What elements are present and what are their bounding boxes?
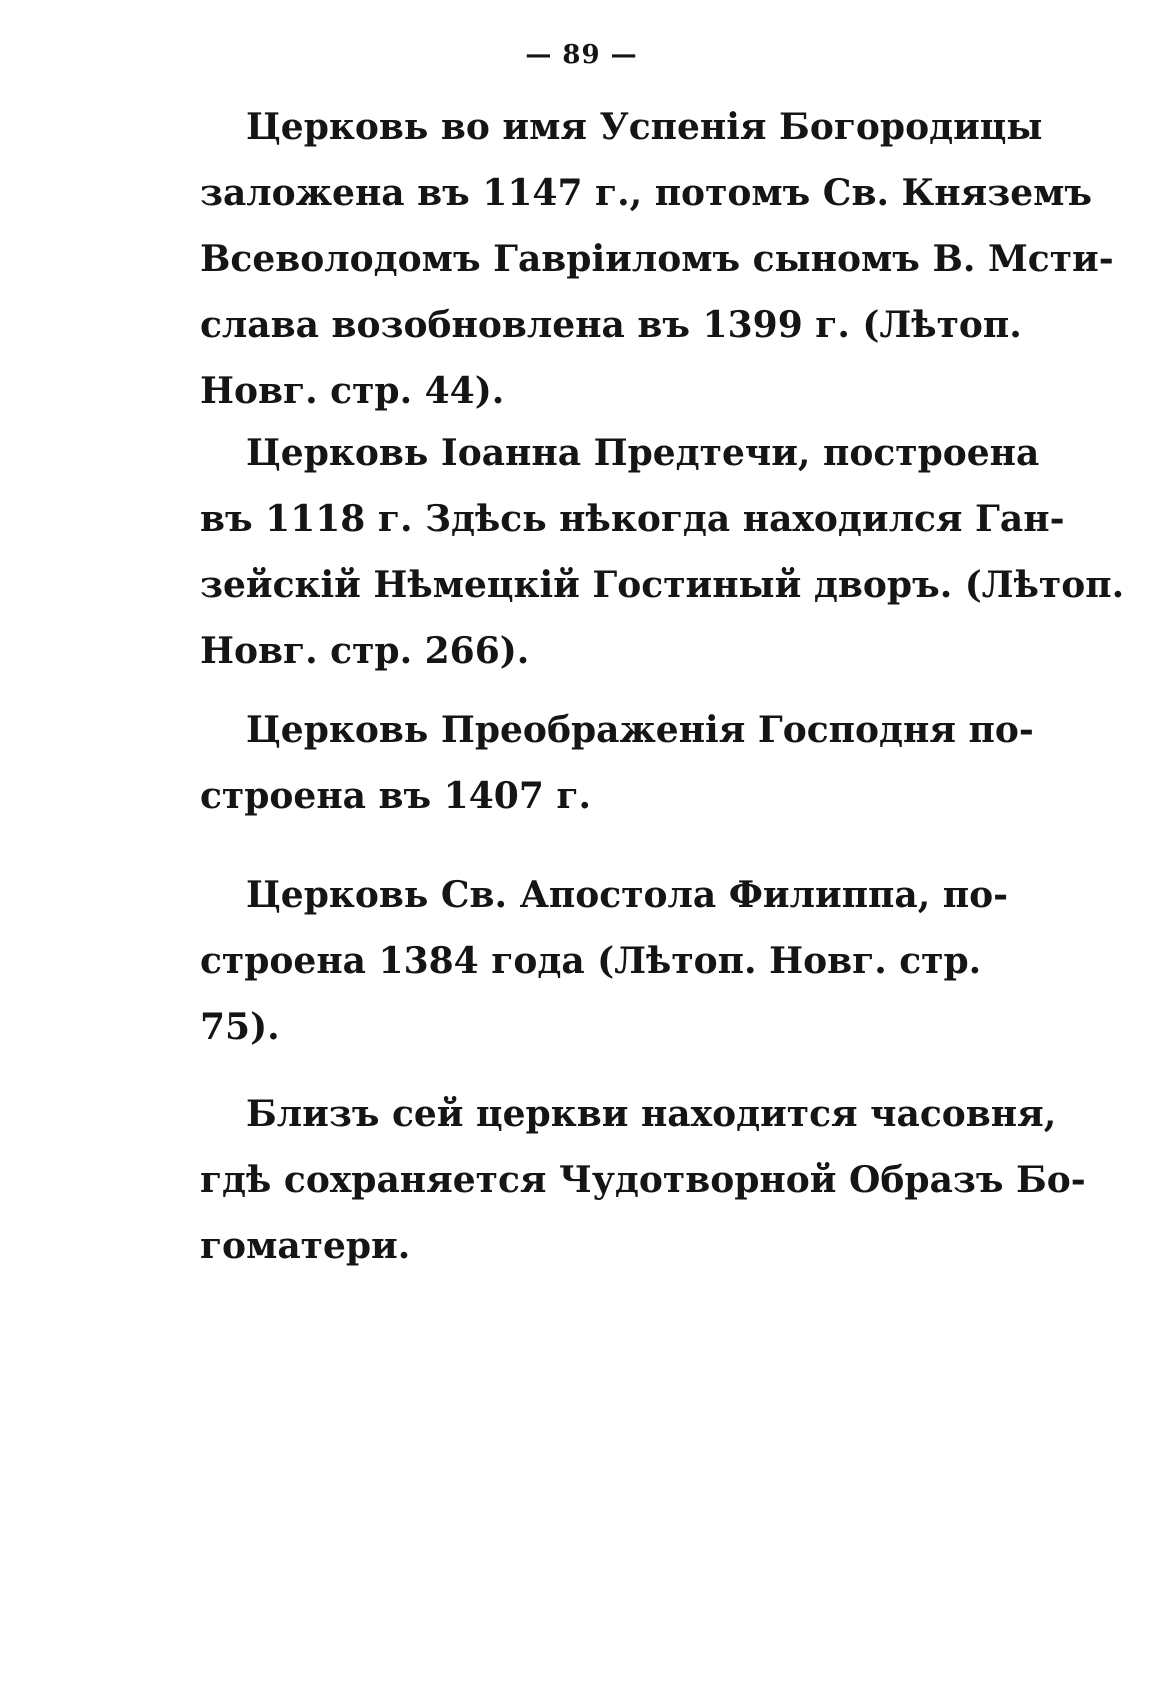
text-line: гоматери. xyxy=(200,1225,411,1267)
text-line: строена 1384 года (Лѣтоп. Новг. стр. xyxy=(200,940,982,982)
paragraph xyxy=(200,862,1009,1060)
text-line: зейскій Нѣмецкій Гостиный дворъ. (Лѣтоп. xyxy=(200,564,1125,606)
text-line: Близъ сей церкви находится часовня, xyxy=(246,1093,1057,1135)
text-line: Церковь Іоанна Предтечи, построена xyxy=(246,432,1040,474)
text-line: Новг. стр. 266). xyxy=(200,630,530,672)
paragraph xyxy=(200,1081,1086,1279)
paragraph xyxy=(200,420,1125,684)
paragraph xyxy=(200,94,1114,424)
text-line: Всеволодомъ Гавріиломъ сыномъ В. Мсти- xyxy=(200,238,1114,280)
text-line: Новг. стр. 44). xyxy=(200,370,505,412)
text-line: Церковь Преображенія Господня по- xyxy=(246,709,1034,751)
paragraph xyxy=(200,697,1034,829)
text-line: въ 1118 г. Здѣсь нѣкогда находился Ган- xyxy=(200,498,1065,540)
page-number: — 89 — xyxy=(525,40,638,70)
text-line: Церковь Св. Апостола Филиппа, по- xyxy=(246,874,1009,916)
text-line: Церковь во имя Успенія Богородицы xyxy=(246,106,1043,148)
text-line: слава возобновлена въ 1399 г. (Лѣтоп. xyxy=(200,304,1022,346)
text-line: 75). xyxy=(200,1006,280,1048)
text-line: гдѣ сохраняется Чудотворной Образъ Бо- xyxy=(200,1159,1086,1201)
text-line: строена въ 1407 г. xyxy=(200,775,592,817)
text-line: заложена въ 1147 г., потомъ Св. Княземъ xyxy=(200,172,1093,214)
